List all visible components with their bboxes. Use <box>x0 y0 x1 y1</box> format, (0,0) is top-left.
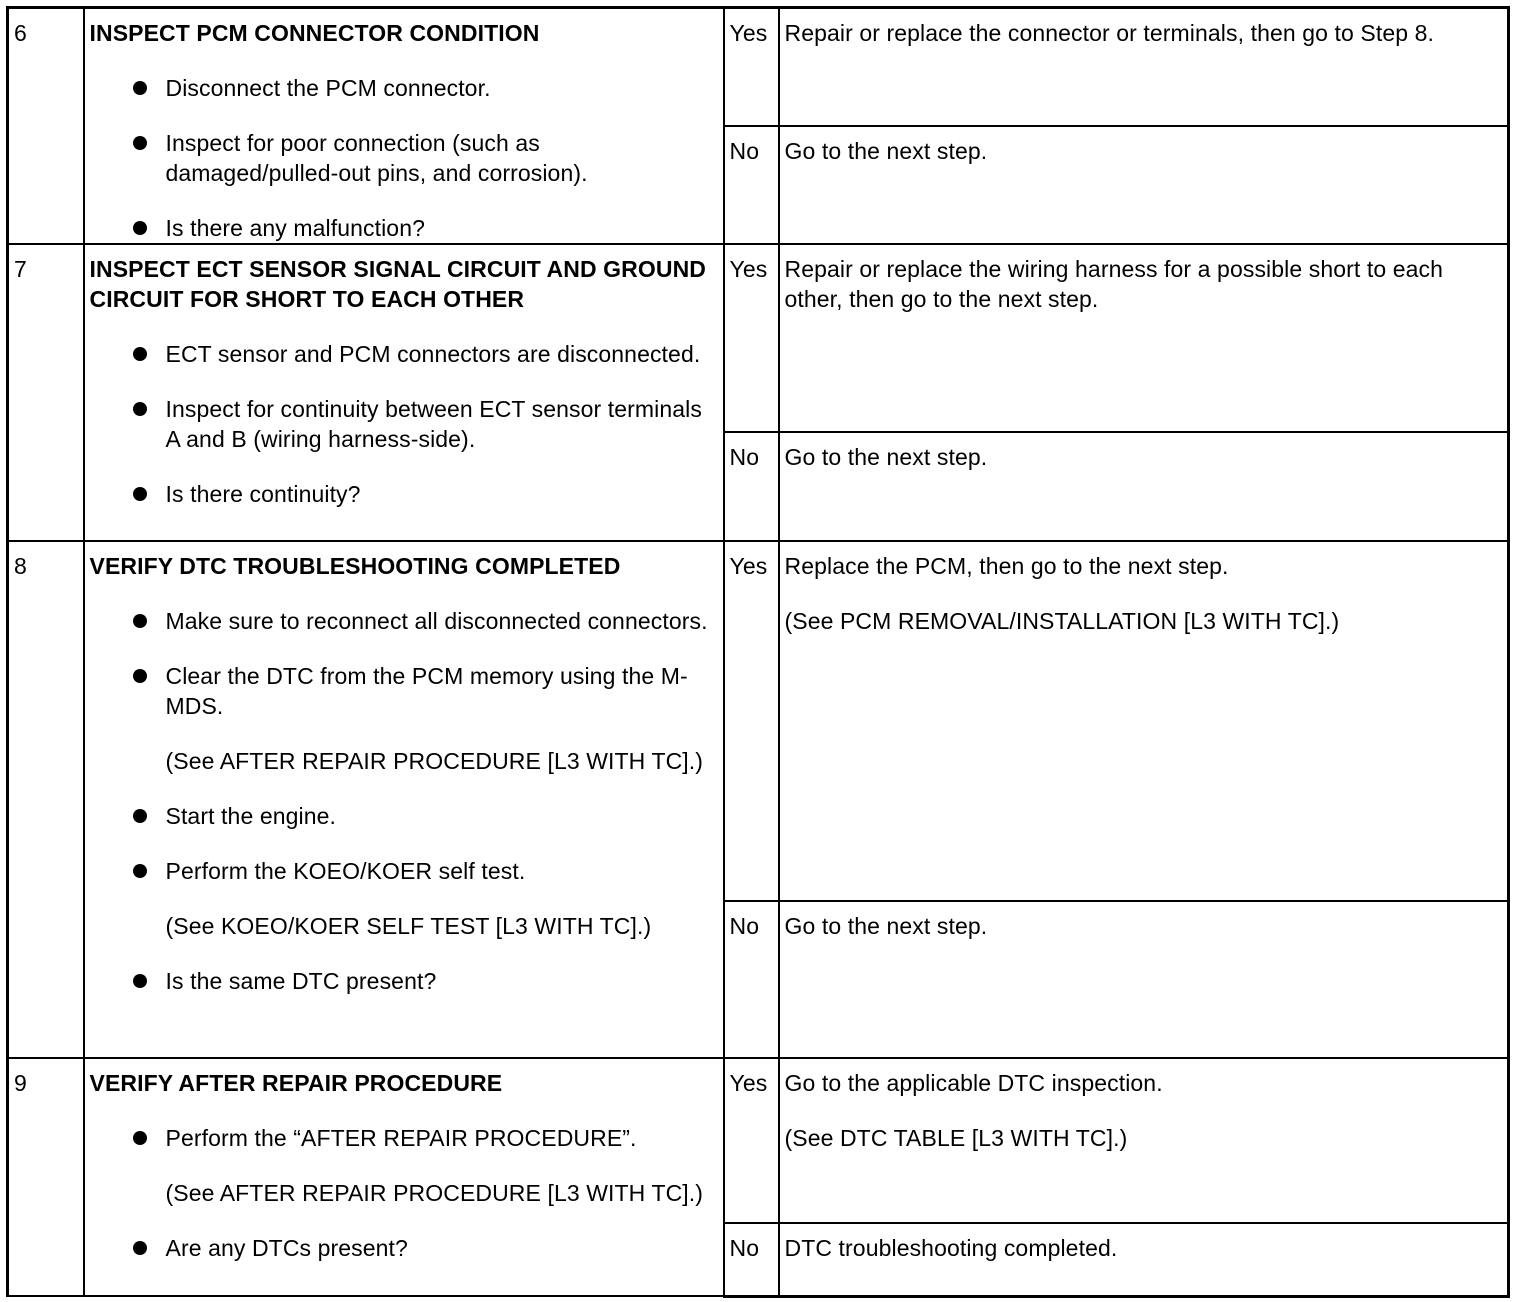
answer-no-action <box>779 432 1509 541</box>
step-bullet-list <box>90 606 718 996</box>
bullet-reference: (See AFTER REPAIR PROCEDURE [L3 WITH TC].) <box>165 748 704 774</box>
answer-no-action <box>779 126 1509 244</box>
answer-no-label: No <box>724 126 779 244</box>
action-text: Replace the PCM, then go to the next step. <box>784 553 1229 579</box>
action-text: Go to the applicable DTC inspection. <box>784 1070 1163 1096</box>
bullet-item <box>90 339 718 369</box>
answer-no-action <box>779 901 1509 1058</box>
answer-yes-action <box>779 1058 1509 1223</box>
bullet-text: Start the engine. <box>165 803 336 829</box>
bullet-dot-icon <box>133 81 147 95</box>
step-row-yes <box>8 244 1509 432</box>
bullet-item <box>90 394 718 454</box>
action-text: DTC troubleshooting completed. <box>784 1235 1118 1261</box>
bullet-item <box>90 479 718 509</box>
bullet-reference: (See AFTER REPAIR PROCEDURE [L3 WITH TC].) <box>165 1180 704 1206</box>
step-number: 6 <box>8 8 84 245</box>
bullet-text: Clear the DTC from the PCM memory using the M-MDS. <box>165 663 688 719</box>
step-row-yes <box>8 541 1509 901</box>
action-reference: (See PCM REMOVAL/INSTALLATION [L3 WITH TC].) <box>784 608 1340 634</box>
action-text: Repair or replace the wiring harness for a possible short to each other, then go to the next step. <box>784 256 1444 312</box>
bullet-item <box>90 128 718 188</box>
bullet-reference: (See KOEO/KOER SELF TEST [L3 WITH TC].) <box>165 913 652 939</box>
step-number: 9 <box>8 1058 84 1296</box>
answer-yes-action <box>779 244 1509 432</box>
step-inspection <box>84 8 724 245</box>
bullet-dot-icon <box>133 136 147 150</box>
bullet-dot-icon <box>133 487 147 501</box>
step-inspection <box>84 1058 724 1296</box>
action-text: Go to the next step. <box>784 913 988 939</box>
answer-yes-label: Yes <box>724 244 779 432</box>
bullet-item <box>90 966 718 996</box>
bullet-item <box>90 73 718 103</box>
bullet-item <box>90 1123 718 1208</box>
answer-yes-label: Yes <box>724 541 779 901</box>
step-title: VERIFY AFTER REPAIR PROCEDURE <box>89 1070 503 1096</box>
step-title: INSPECT PCM CONNECTOR CONDITION <box>89 20 540 46</box>
bullet-dot-icon <box>133 1131 147 1145</box>
answer-yes-label: Yes <box>724 1058 779 1223</box>
bullet-text: Disconnect the PCM connector. <box>165 75 491 101</box>
answer-no-label: No <box>724 1223 779 1296</box>
action-text: Go to the next step. <box>784 137 988 164</box>
bullet-text: Is there continuity? <box>165 481 361 507</box>
bullet-item <box>90 1233 718 1263</box>
step-title: VERIFY DTC TROUBLESHOOTING COMPLETED <box>89 553 621 579</box>
action-text: Go to the next step. <box>784 444 988 470</box>
step-bullet-list <box>90 1123 718 1263</box>
answer-yes-action <box>779 541 1509 901</box>
bullet-text: Perform the “AFTER REPAIR PROCEDURE”. <box>165 1125 637 1151</box>
bullet-dot-icon <box>133 402 147 416</box>
bullet-text: ECT sensor and PCM connectors are disconnected. <box>165 341 701 367</box>
bullet-dot-icon <box>133 864 147 878</box>
bullet-dot-icon <box>133 974 147 988</box>
answer-no-action <box>779 1223 1509 1296</box>
bullet-text: Is there any malfunction? <box>165 215 425 241</box>
bullet-text: Make sure to reconnect all disconnected connectors. <box>165 608 708 634</box>
step-inspection <box>84 541 724 1058</box>
bullet-dot-icon <box>133 809 147 823</box>
bullet-text: Are any DTCs present? <box>165 1235 408 1261</box>
bullet-text: Inspect for continuity between ECT sensor terminals A and B (wiring harness-side). <box>165 396 702 452</box>
step-bullet-list <box>90 339 718 509</box>
step-row-yes <box>8 1058 1509 1223</box>
answer-yes-label: Yes <box>724 8 779 126</box>
troubleshooting-table <box>6 6 1510 1298</box>
step-row-yes <box>8 8 1509 126</box>
answer-yes-action <box>779 8 1509 126</box>
bullet-dot-icon <box>133 1241 147 1255</box>
action-text: Repair or replace the connector or terminals, then go to Step 8. <box>784 20 1434 46</box>
bullet-dot-icon <box>133 669 147 683</box>
bullet-dot-icon <box>133 614 147 628</box>
bullet-text: Is the same DTC present? <box>165 968 437 994</box>
bullet-item <box>90 213 718 243</box>
action-reference: (See DTC TABLE [L3 WITH TC].) <box>784 1125 1128 1151</box>
step-number: 8 <box>8 541 84 1058</box>
bullet-dot-icon <box>133 221 147 235</box>
step-bullet-list <box>90 73 718 243</box>
troubleshooting-table-body <box>8 8 1509 1297</box>
step-inspection <box>84 244 724 541</box>
step-number: 7 <box>8 244 84 541</box>
bullet-text: Perform the KOEO/KOER self test. <box>165 858 526 884</box>
bullet-item <box>90 661 718 776</box>
step-title: INSPECT ECT SENSOR SIGNAL CIRCUIT AND GROUND CIRCUIT FOR SHORT TO EACH OTHER <box>89 256 706 312</box>
answer-no-label: No <box>724 432 779 541</box>
bullet-text: Inspect for poor connection (such as damaged/pulled-out pins, and corrosion). <box>165 130 588 186</box>
bullet-item <box>90 801 718 831</box>
bullet-item <box>90 856 718 941</box>
bullet-item <box>90 606 718 636</box>
bullet-dot-icon <box>133 347 147 361</box>
answer-no-label: No <box>724 901 779 1058</box>
